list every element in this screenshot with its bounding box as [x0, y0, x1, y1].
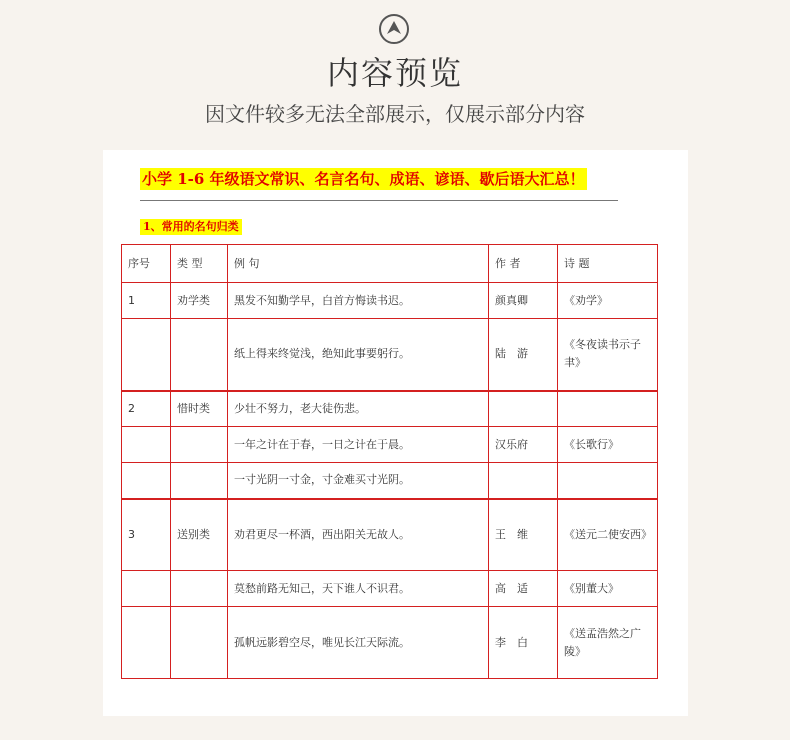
row-poem-title: 《劝学》: [558, 283, 658, 319]
row-number: 1: [122, 283, 171, 319]
row-author: 王 维: [489, 499, 558, 571]
row-poem-title: [558, 391, 658, 427]
row-type: [171, 607, 228, 679]
row-number: [122, 607, 171, 679]
document-preview: [103, 150, 688, 716]
section-label: 1、常用的名句归类: [140, 219, 242, 235]
row-type: 劝学类: [171, 283, 228, 319]
row-sentence: 莫愁前路无知己，天下谁人不识君。: [228, 571, 489, 607]
row-number: 3: [122, 499, 171, 571]
table-row: [122, 427, 658, 463]
row-number: 2: [122, 391, 171, 427]
row-author: 高 适: [489, 571, 558, 607]
page-subtitle: 因文件较多无法全部展示，仅展示部分内容: [205, 102, 585, 126]
row-sentence: 一年之计在于春，一日之计在于晨。: [228, 427, 489, 463]
row-poem-title: 《冬夜读书示子聿》: [558, 319, 658, 391]
row-number: [122, 463, 171, 499]
heading-divider: [140, 200, 618, 201]
document-heading: 小学 1-6 年级语文常识、名言名句、成语、谚语、歇后语大汇总！: [142, 170, 585, 188]
row-poem-title: 《送孟浩然之广陵》: [558, 607, 658, 679]
row-type: [171, 319, 228, 391]
row-sentence: 一寸光阴一寸金，寸金难买寸光阴。: [228, 463, 489, 499]
row-poem-title: [558, 463, 658, 499]
row-author: [489, 391, 558, 427]
row-type: 惜时类: [171, 391, 228, 427]
row-number: [122, 571, 171, 607]
preview-header: [0, 0, 790, 150]
header-cell: 诗 题: [558, 245, 658, 283]
row-sentence: 孤帆远影碧空尽，唯见长江天际流。: [228, 607, 489, 679]
row-author: 李 白: [489, 607, 558, 679]
row-type: [171, 427, 228, 463]
table-header-row: [122, 245, 658, 283]
row-type: [171, 463, 228, 499]
row-author: [489, 463, 558, 499]
row-author: 汉乐府: [489, 427, 558, 463]
row-sentence: 劝君更尽一杯酒，西出阳关无故人。: [228, 499, 489, 571]
table-row: [122, 499, 658, 571]
row-author: 颜真卿: [489, 283, 558, 319]
row-sentence: 黑发不知勤学早，白首方悔读书迟。: [228, 283, 489, 319]
table-row: [122, 319, 658, 391]
header-cell: 例 句: [228, 245, 489, 283]
row-author: 陆 游: [489, 319, 558, 391]
quotes-table: [121, 244, 658, 679]
table-row: [122, 571, 658, 607]
page-title: 内容预览: [326, 54, 463, 92]
row-poem-title: 《别董大》: [558, 571, 658, 607]
table-row: [122, 607, 658, 679]
row-sentence: 少壮不努力，老大徒伤悲。: [228, 391, 489, 427]
table-row: [122, 463, 658, 499]
row-type: [171, 571, 228, 607]
row-number: [122, 427, 171, 463]
header-cell: 作 者: [489, 245, 558, 283]
header-cell: 序号: [122, 245, 171, 283]
row-poem-title: 《送元二使安西》: [558, 499, 658, 571]
chevron-up-circle-icon: [379, 14, 409, 44]
table-row: [122, 283, 658, 319]
table-row: [122, 391, 658, 427]
row-type: 送别类: [171, 499, 228, 571]
row-poem-title: 《长歌行》: [558, 427, 658, 463]
row-sentence: 纸上得来终觉浅，绝知此事要躬行。: [228, 319, 489, 391]
row-number: [122, 319, 171, 391]
header-cell: 类 型: [171, 245, 228, 283]
